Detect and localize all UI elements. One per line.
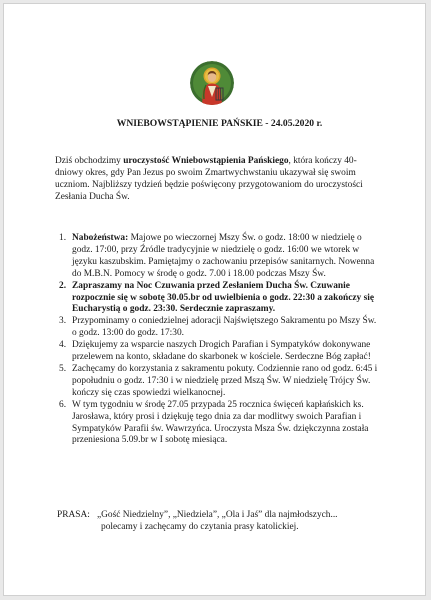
list-item-number: 2. xyxy=(59,280,67,291)
list-item-number: 3. xyxy=(59,316,67,327)
list-item-text: Dziękujemy za wsparcie naszych Drogich Parafian i Sympatyków dokonywane przelewem na konto, składane do skarbonek w kościele. Serdeczne Bóg zapłać! xyxy=(72,340,371,363)
press-section xyxy=(57,509,377,534)
list-item xyxy=(59,340,382,364)
list-item-number: 1. xyxy=(59,233,67,243)
list-item-text: Zapraszamy na Noc Czuwania przed Zesłaniem Ducha Św. Czuwanie rozpocznie się w sobotę 30.05.br od uwielbienia o godz. 22:30 a zakończy się Eucharystią o godz. 23:30. Serdecznie zapraszamy. xyxy=(72,280,374,315)
intro-text-start: Dziś obchodzimy xyxy=(55,156,124,166)
document-title: WNIEBOWSTĄPIENIE PAŃSKIE - 24.05.2020 r. xyxy=(116,118,323,129)
list-item-text: Majowe po wieczornej Mszy Św. o godz. 18:00 w niedzielę o godz. 17:00, przy Źródle tradycyjnie w niedzielę o godz. 16:00 we wtorek w języku kaszubskim. Pamiętajmy o zachowaniu przepisów sanitarnych. Nowenna do M.B.N. Pomocy w środę o godz. 7.00 i 18.00 podczas Mszy Św. xyxy=(72,233,375,279)
press-line-2: polecamy i zachęcamy do czytania prasy katolickiej. xyxy=(101,522,299,533)
intro-text-end: , która kończy 40-dniowy okres, gdy Pan Jezus po swoim Zmartwychwstaniu ukazywał się swoim uczniom. Najbliższy tydzień będzie poświęcony przygotowaniom do uroczystości Zesłania Ducha Św. xyxy=(55,156,363,202)
list-item xyxy=(59,399,382,448)
list-item xyxy=(59,316,382,340)
saint-icon xyxy=(190,61,234,105)
intro-bold-feast: uroczystość Wniebowstąpienia Pańskiego xyxy=(123,156,289,166)
press-line-1: „Gość Niedzielny”, „Niedziela”, „Ola i Jaś” dla najmłodszych... xyxy=(97,510,338,520)
intro-paragraph xyxy=(55,155,373,203)
list-item-number: 5. xyxy=(59,363,67,374)
list-item xyxy=(59,233,382,281)
list-item xyxy=(59,363,382,400)
list-item-text: W tym tygodniu w środę 27.05 przypada 25 rocznica święceń kapłańskich ks. Jarosława, który prosi i dziękuję tego dnia za dar modlitwy swoich Parafian i Sympatyków Parafii św. Wawrzyńca. Uroczysta Msza Św. dziękczynna została przeniesiona 5.09.br w I sobotę miesiąca. xyxy=(72,399,369,446)
list-item-text: Zachęcamy do korzystania z sakramentu pokuty. Codziennie rano od godz. 6:45 i popołudniu o godz. 17:30 i w niedzielę przed Mszą Św. W niedzielę Trójcy Św. kończy się czas spowiedzi wielkanocnej. xyxy=(72,363,378,398)
list-item-number: 6. xyxy=(59,399,67,410)
list-item-number: 4. xyxy=(59,340,67,351)
document-page xyxy=(3,3,426,596)
announcements-list xyxy=(59,233,382,447)
press-label: PRASA: xyxy=(57,510,90,520)
list-item xyxy=(59,280,382,317)
list-item-lead: Nabożeństwa: xyxy=(72,233,129,243)
list-item-text: Przypominamy o coniedzielnej adoracji Najświętszego Sakramentu po Mszy Św. o godz. 13:00 do godz. 17:30. xyxy=(72,316,377,339)
saint-icon-image xyxy=(190,61,234,105)
